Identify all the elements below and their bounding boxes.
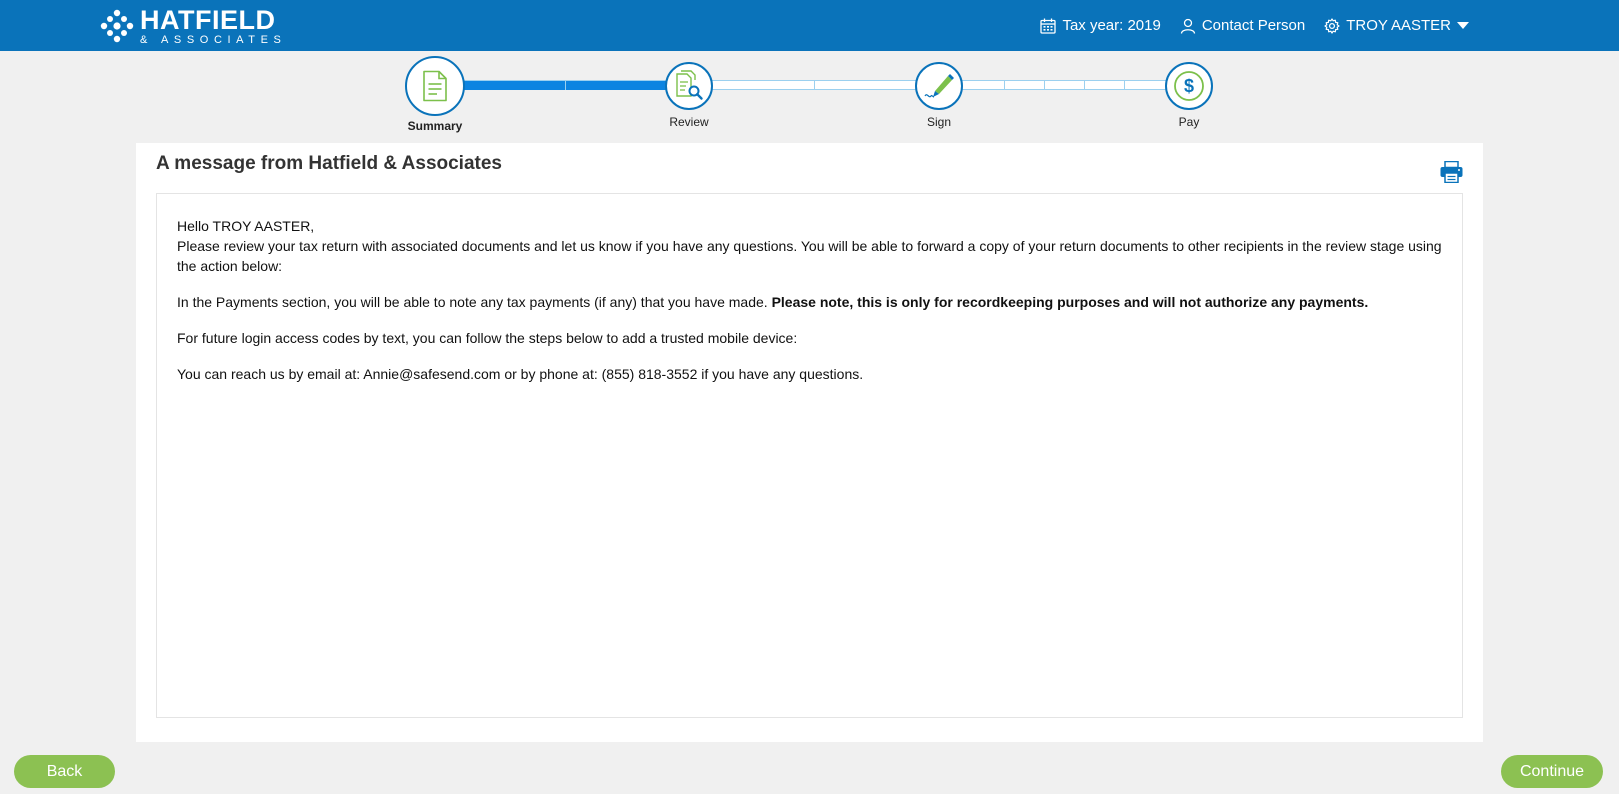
progress-tick <box>1084 80 1085 90</box>
print-button[interactable] <box>1440 161 1463 188</box>
step-label: Review <box>669 115 709 129</box>
tax-year-selector[interactable] <box>1040 17 1160 34</box>
message-paragraph <box>177 292 1442 312</box>
progress-tick <box>1004 80 1005 90</box>
message-emphasis: Please note, this is only for recordkeeping purposes and will not authorize any payments. <box>771 294 1369 310</box>
continue-button[interactable]: Continue <box>1501 755 1603 788</box>
contact-person-link[interactable] <box>1180 17 1305 34</box>
step-sign[interactable] <box>889 62 989 129</box>
message-paragraph: Please review your tax return with associated documents and let us know if you have any questions. You will be able to forward a copy of your return documents to other recipients in the review stage using the action below: <box>177 238 1442 274</box>
contact-person-label: Contact Person <box>1201 17 1306 34</box>
step-label: Pay <box>1178 115 1200 129</box>
tax-year-label: Tax year: 2019 <box>1062 17 1161 34</box>
message-body <box>156 193 1463 718</box>
svg-text:$: $ <box>1183 76 1195 96</box>
progress-tick <box>814 80 815 90</box>
user-menu[interactable] <box>1324 17 1469 34</box>
printer-icon <box>1440 161 1463 183</box>
user-name: TROY AASTER <box>1346 17 1451 34</box>
calendar-icon <box>1040 18 1056 34</box>
progress-tick <box>1044 80 1045 90</box>
page-title: A message from Hatfield & Associates <box>156 153 502 174</box>
company-logo <box>100 4 287 46</box>
message-text: In the Payments section, you will be able to note any tax payments (if any) that you have made. <box>177 294 772 310</box>
brand-name: HATFIELD <box>140 4 276 35</box>
message-greeting: Hello TROY AASTER, <box>177 218 315 234</box>
progress-tick <box>565 80 566 90</box>
brand-subtitle: & ASSOCIATES <box>140 33 287 46</box>
step-summary[interactable] <box>385 56 485 133</box>
step-label: Sign <box>926 115 952 129</box>
message-paragraph: For future login access codes by text, you can follow the steps below to add a trusted mobile device: <box>177 330 798 346</box>
person-icon <box>1180 18 1196 34</box>
back-button[interactable]: Back <box>14 755 115 788</box>
logo-mark-icon <box>100 9 134 43</box>
step-label: Summary <box>407 119 463 133</box>
chevron-down-icon <box>1457 22 1469 29</box>
document-search-icon <box>674 70 704 102</box>
gear-icon <box>1324 18 1340 34</box>
message-paragraph: You can reach us by email at: Annie@safesend.com or by phone at: (855) 818-3552 if you have any questions. <box>177 366 864 382</box>
step-review[interactable] <box>639 62 739 129</box>
pen-sign-icon <box>923 71 955 101</box>
message-card <box>136 143 1483 742</box>
progress-tick <box>1124 80 1125 90</box>
step-pay[interactable] <box>1139 62 1239 129</box>
document-icon <box>422 70 448 102</box>
dollar-icon <box>1173 70 1205 102</box>
progress-fill <box>462 81 666 90</box>
top-header <box>0 0 1619 51</box>
